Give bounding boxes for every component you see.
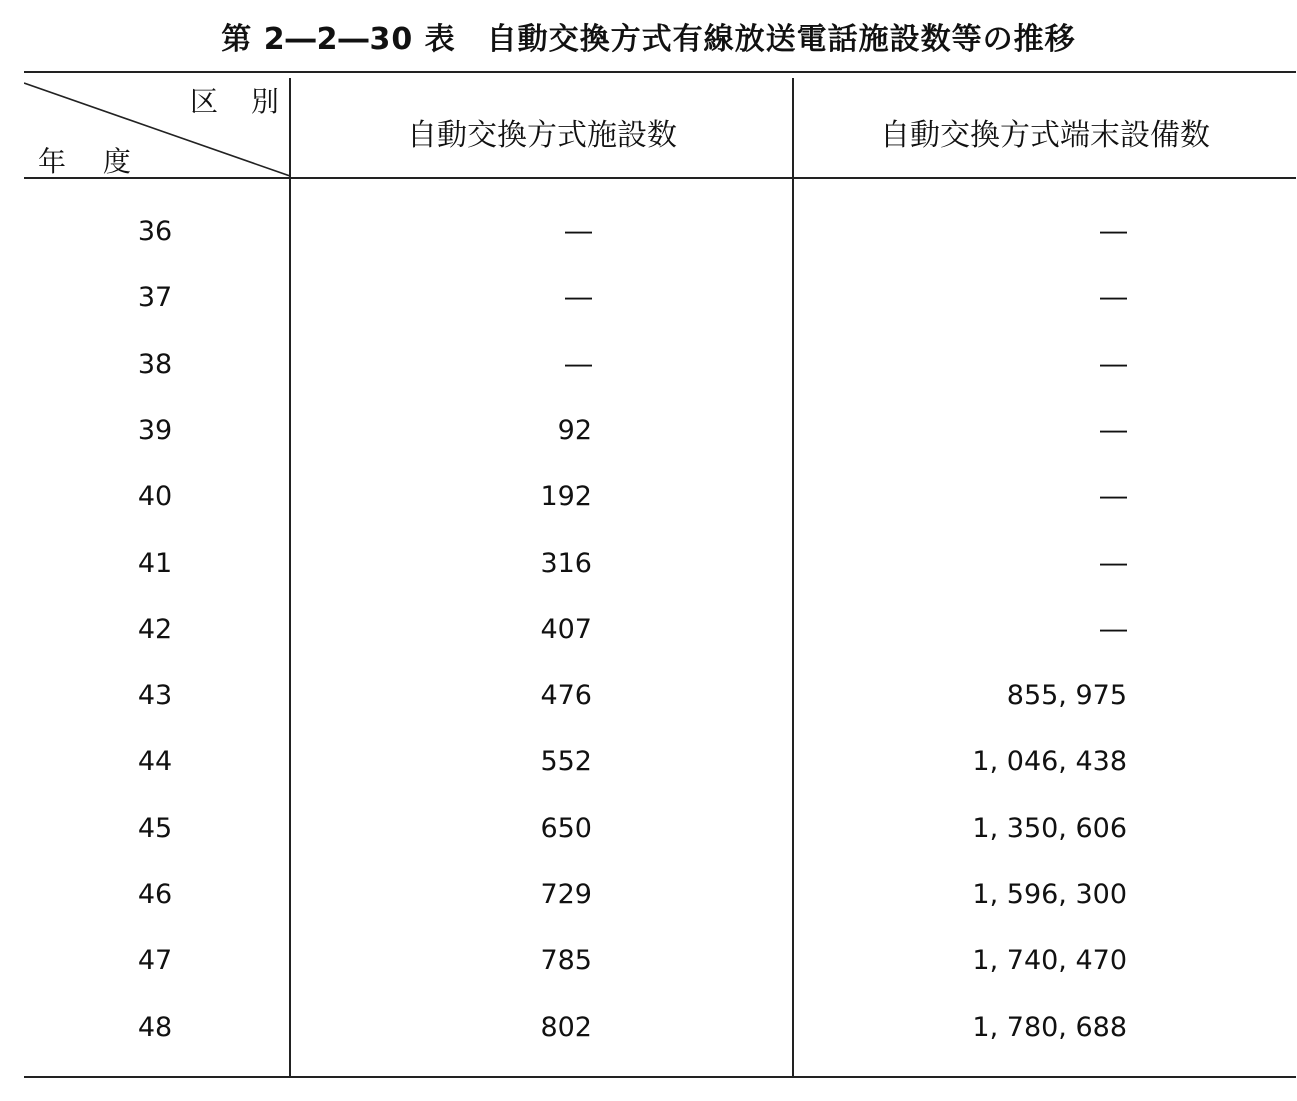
cell-year: 42 — [137, 614, 173, 645]
header-rule — [24, 177, 1296, 179]
cell-year: 46 — [137, 879, 173, 910]
cell-terminals: ― — [1100, 614, 1127, 645]
cell-facilities: 476 — [540, 680, 592, 711]
cell-facilities: ― — [565, 282, 592, 313]
cell-facilities: 316 — [540, 548, 592, 579]
column-header-facilities: 自動交換方式施設数 — [407, 118, 677, 153]
table-row — [0, 349, 1297, 389]
cell-terminals: 1, 740, 470 — [972, 945, 1127, 976]
cell-year: 39 — [137, 415, 173, 446]
cell-terminals: ― — [1100, 548, 1127, 579]
table-row — [0, 1012, 1297, 1052]
stub-header-year: 年 度 — [38, 145, 145, 178]
cell-terminals: ― — [1100, 481, 1127, 512]
table-row — [0, 548, 1297, 588]
table-row — [0, 945, 1297, 985]
cell-terminals: ― — [1100, 282, 1127, 313]
table-row — [0, 813, 1297, 853]
cell-facilities: 785 — [540, 945, 592, 976]
cell-year: 48 — [137, 1012, 173, 1043]
table-row — [0, 680, 1297, 720]
cell-terminals: ― — [1100, 349, 1127, 380]
cell-facilities: 192 — [540, 481, 592, 512]
cell-facilities: 729 — [540, 879, 592, 910]
table-row — [0, 879, 1297, 919]
bottom-rule — [24, 1076, 1296, 1078]
cell-year: 44 — [137, 746, 173, 777]
cell-facilities: 552 — [540, 746, 592, 777]
table-row — [0, 746, 1297, 786]
cell-facilities: ― — [565, 216, 592, 247]
cell-year: 41 — [137, 548, 173, 579]
cell-terminals: ― — [1100, 216, 1127, 247]
cell-year: 37 — [137, 282, 173, 313]
table-row — [0, 415, 1297, 455]
cell-terminals: 1, 596, 300 — [972, 879, 1127, 910]
stub-header-category: 区 別 — [190, 85, 291, 118]
column-header-terminals: 自動交換方式端末設備数 — [880, 118, 1210, 153]
cell-year: 43 — [137, 680, 173, 711]
cell-facilities: 650 — [540, 813, 592, 844]
cell-year: 45 — [137, 813, 173, 844]
cell-facilities: 407 — [540, 614, 592, 645]
table-row — [0, 216, 1297, 256]
table-row — [0, 481, 1297, 521]
cell-terminals: 1, 350, 606 — [972, 813, 1127, 844]
cell-terminals: 1, 046, 438 — [972, 746, 1127, 777]
cell-terminals: 1, 780, 688 — [972, 1012, 1127, 1043]
table-row — [0, 282, 1297, 322]
cell-facilities: 802 — [540, 1012, 592, 1043]
cell-year: 40 — [137, 481, 173, 512]
cell-year: 36 — [137, 216, 173, 247]
table-title: 第 2―2―30 表 自動交換方式有線放送電話施設数等の推移 — [221, 22, 1076, 57]
cell-facilities: 92 — [557, 415, 592, 446]
cell-terminals: 855, 975 — [1006, 680, 1127, 711]
cell-terminals: ― — [1100, 415, 1127, 446]
cell-facilities: ― — [565, 349, 592, 380]
cell-year: 47 — [137, 945, 173, 976]
cell-year: 38 — [137, 349, 173, 380]
table-row — [0, 614, 1297, 654]
